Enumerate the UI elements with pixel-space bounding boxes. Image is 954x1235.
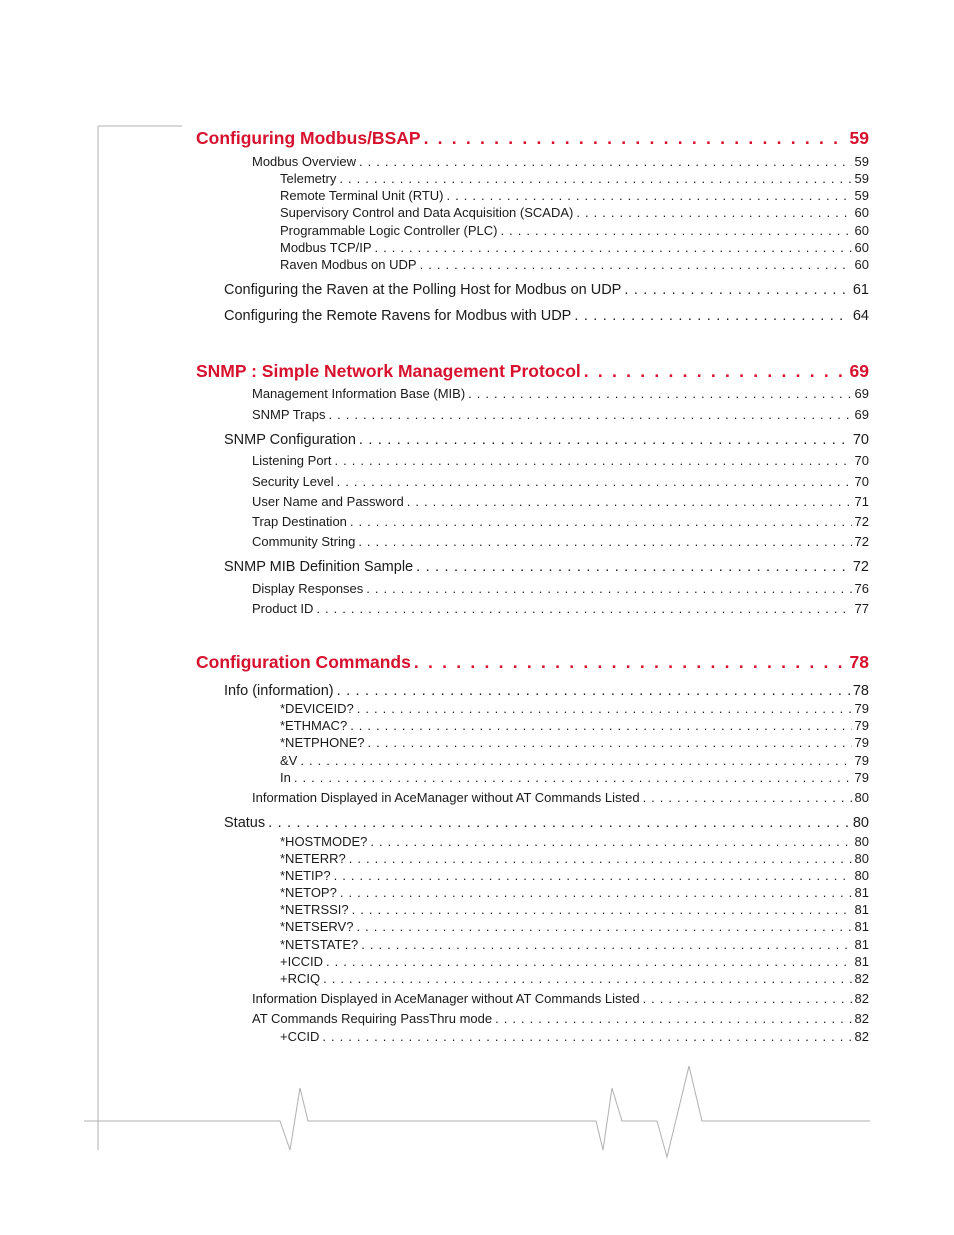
toc-entry[interactable]: *NETOP? . . . 81 — [280, 885, 869, 900]
toc-entry[interactable]: Information Displayed in AceManager without AT Commands Listed . . . 82 — [252, 991, 869, 1006]
toc-entry[interactable]: In . . . 79 — [280, 770, 869, 785]
toc-entry[interactable]: Configuration Commands . . . 78 — [196, 652, 869, 673]
toc-entry[interactable]: Info (information) . . . 78 — [224, 683, 869, 699]
toc-entry[interactable]: Management Information Base (MIB) . . . 69 — [252, 386, 869, 401]
toc-entry[interactable]: Configuring Modbus/BSAP . . . 59 — [196, 128, 869, 149]
toc-entry[interactable]: *NETRSSI? . . . 81 — [280, 902, 869, 917]
toc-entry[interactable]: *NETPHONE? . . . 79 — [280, 735, 869, 750]
toc-entry[interactable]: *NETSERV? . . . 81 — [280, 919, 869, 934]
toc-entry[interactable]: Information Displayed in AceManager without AT Commands Listed . . . 80 — [252, 790, 869, 805]
toc-entry[interactable]: SNMP Configuration . . . 70 — [224, 432, 869, 448]
toc-entry[interactable]: Modbus TCP/IP . . . 60 — [280, 240, 869, 255]
toc-entry[interactable]: Listening Port . . . 70 — [252, 453, 869, 468]
toc-entry[interactable]: SNMP MIB Definition Sample . . . 72 — [224, 559, 869, 575]
toc-entry[interactable]: Raven Modbus on UDP . . . 60 — [280, 257, 869, 272]
toc-entry[interactable]: Community String . . . 72 — [252, 534, 869, 549]
toc-entry[interactable]: +RCIQ . . . 82 — [280, 971, 869, 986]
toc-entry[interactable]: &V . . . 79 — [280, 753, 869, 768]
toc-entry[interactable]: Product ID . . . 77 — [252, 601, 869, 616]
toc-entry[interactable]: *HOSTMODE? . . . 80 — [280, 834, 869, 849]
toc-entry[interactable]: +ICCID . . . 81 — [280, 954, 869, 969]
toc-entry[interactable]: *ETHMAC? . . . 79 — [280, 718, 869, 733]
toc-entry[interactable]: Configuring the Remote Ravens for Modbus with UDP . . . 64 — [224, 308, 869, 324]
toc-entry[interactable]: SNMP : Simple Network Management Protocol . . . 69 — [196, 361, 869, 382]
toc-entry[interactable]: Display Responses . . . 76 — [252, 581, 869, 596]
toc-entry[interactable]: Programmable Logic Controller (PLC) . . . 60 — [280, 223, 869, 238]
toc-entry[interactable]: AT Commands Requiring PassThru mode . . . 82 — [252, 1011, 869, 1026]
toc-entry[interactable]: Modbus Overview . . . 59 — [252, 154, 869, 169]
toc-entry[interactable]: Security Level . . . 70 — [252, 474, 869, 489]
toc-entry[interactable]: SNMP Traps . . . 69 — [252, 407, 869, 422]
toc-entry[interactable]: +CCID . . . 82 — [280, 1029, 869, 1044]
toc-entry[interactable]: User Name and Password . . . 71 — [252, 494, 869, 509]
toc-entry[interactable]: *NETERR? . . . 80 — [280, 851, 869, 866]
toc-entry[interactable]: *DEVICEID? . . . 79 — [280, 701, 869, 716]
toc-entry[interactable]: *NETIP? . . . 80 — [280, 868, 869, 883]
toc-entry[interactable]: *NETSTATE? . . . 81 — [280, 937, 869, 952]
toc-entry[interactable]: Telemetry . . . 59 — [280, 171, 869, 186]
toc-entry[interactable]: Trap Destination . . . 72 — [252, 514, 869, 529]
toc-entry[interactable]: Status . . . 80 — [224, 815, 869, 831]
toc-entry[interactable]: Configuring the Raven at the Polling Host for Modbus on UDP . . . 61 — [224, 282, 869, 298]
toc-entry[interactable]: Supervisory Control and Data Acquisition (SCADA) . . . 60 — [280, 205, 869, 220]
toc-entry[interactable]: Remote Terminal Unit (RTU) . . . 59 — [280, 188, 869, 203]
